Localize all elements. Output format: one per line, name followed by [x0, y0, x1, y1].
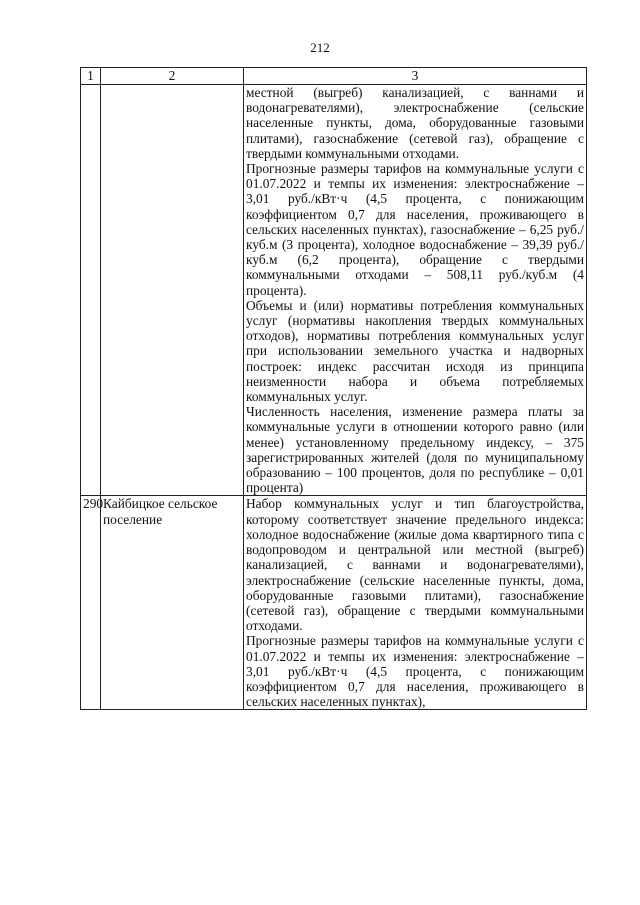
municipality-name: Кайбицкое сельское поселение	[101, 496, 244, 710]
header-col-3: 3	[244, 68, 587, 85]
description-paragraph: Прогнозные размеры тарифов на коммунальные услуги с 01.07.2022 и темпы их изменения: электроснабжение – 3,01 руб./кВт·ч (4,5 процента, с понижающим коэффициентом 0,7 для населения, проживающего в сельских населенных пунктах),	[246, 633, 584, 710]
header-col-1: 1	[81, 68, 101, 85]
document-table	[80, 67, 587, 710]
table-header-row	[81, 68, 587, 85]
row-number	[81, 85, 101, 496]
table-row	[81, 85, 587, 496]
description-paragraph: Прогнозные размеры тарифов на коммунальные услуги с 01.07.2022 и темпы их изменения: электроснабжение – 3,01 руб./кВт·ч (4,5 процента, с понижающим коэффициентом 0,7 для населения, проживающего в сельских населенных пунктах), газоснабжение – 6,25 руб./куб.м (3 процента), холодное водоснабжение – 39,39 руб./куб.м (6,2 процента), обращение с твердыми коммунальными отходами – 508,11 руб./куб.м (4 процента).	[246, 161, 584, 298]
description-paragraph: Объемы и (или) нормативы потребления коммунальных услуг (нормативы накопления твердых коммунальных отходов), нормативы потребления коммунальных услуг при использовании земельного участка и надворных построек: индекс рассчитан исходя из принципа неизменности набора и объема потребляемых коммунальных услуг.	[246, 297, 584, 405]
table-row	[81, 496, 587, 710]
row-number: 290	[81, 496, 101, 710]
description-paragraph: местной (выгреб) канализацией, с ваннами и водонагревателями), электроснабжение (сельские населенные пункты, дома, оборудованные газовыми плитами), газоснабжение (сетевой газ), обращение с твердыми коммунальными отходами.	[246, 85, 584, 161]
header-col-2: 2	[101, 68, 244, 85]
description-paragraph: Набор коммунальных услуг и тип благоустройства, которому соответствует значение предельного индекса: холодное водоснабжение (жилые дома квартирного типа с водопроводом и центральной или местной (выгреб) канализацией, с ваннами и водонагревателями), электроснабжение (сельские населенные пункты, дома, оборудованные газовыми плитами), газоснабжение (сетевой газ), обращение с твердыми коммунальными отходами.	[246, 496, 584, 634]
page-number: 212	[310, 40, 330, 55]
description-cell	[244, 85, 587, 496]
municipality-name	[101, 85, 244, 496]
description-cell	[244, 496, 587, 710]
description-paragraph: Численность населения, изменение размера платы за коммунальные услуги в отношении которого равно (или менее) установленному предельному индексу, – 375 зарегистрированных жителей (доля по муниципальному образованию – 100 процентов, доля по республике – 0,01 процента)	[246, 404, 584, 496]
